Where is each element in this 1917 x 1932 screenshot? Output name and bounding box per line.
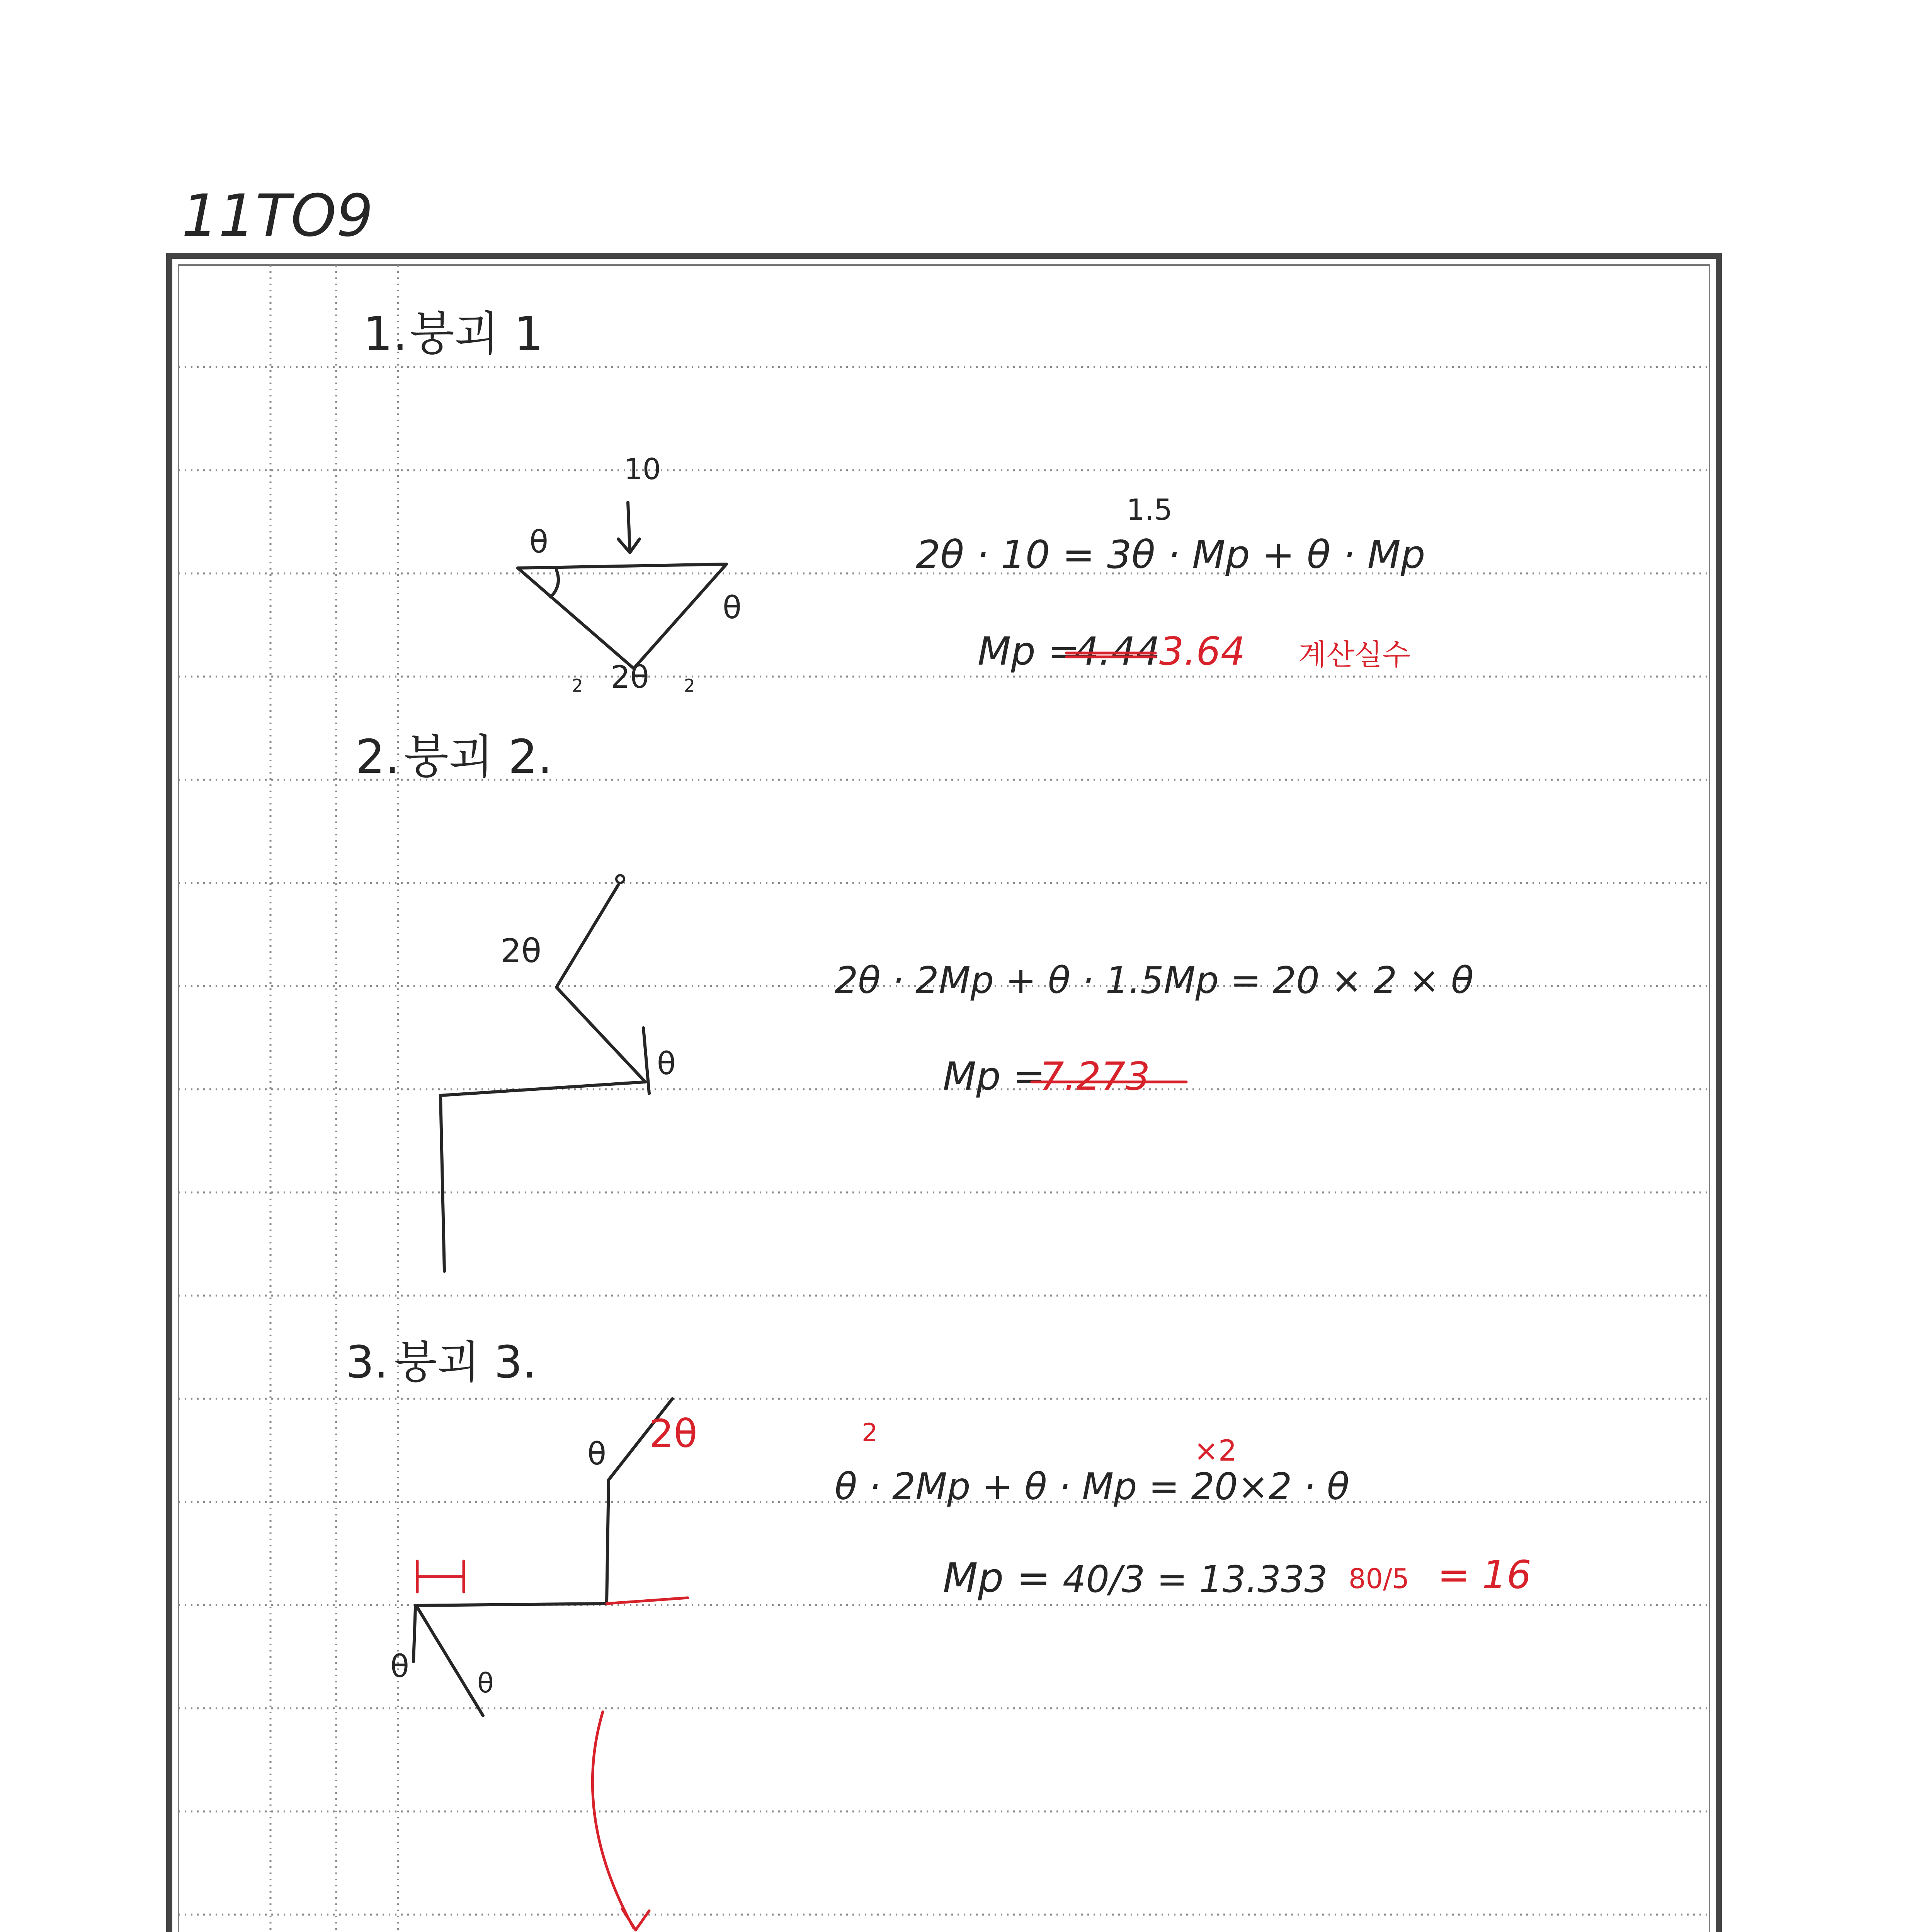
- work-equation: 2θ · 2Mp + θ · 1.5Mp = 20 × 2 × θ: [835, 959, 1474, 1002]
- page-label: 11TO9: [182, 182, 373, 250]
- angle-label: θ: [529, 524, 548, 560]
- corrected-result: 3.64: [1159, 629, 1245, 674]
- coefficient-label: 1.5: [1126, 493, 1173, 527]
- problem-number: 1.: [363, 307, 408, 361]
- problem-title: 붕괴 1: [410, 307, 544, 361]
- ruled-lines: [179, 367, 1709, 1932]
- result-value: 7.273: [1039, 1054, 1150, 1099]
- angle-label: θ: [587, 1436, 606, 1472]
- result-value: 40/3 = 13.333: [1063, 1558, 1328, 1601]
- frame-sketch: [413, 1399, 672, 1716]
- angle-label: θ: [477, 1667, 494, 1699]
- result-label: Mp =: [943, 1054, 1046, 1099]
- work-equation: 2θ · 10 = 3θ · Mp + θ · Mp: [916, 532, 1425, 577]
- problem-number: 3.: [346, 1337, 388, 1388]
- angle-label: 2θ: [649, 1411, 697, 1456]
- struck-result: 4.44: [1074, 629, 1160, 674]
- superscript: 2: [862, 1418, 878, 1447]
- problem-title: 붕괴 3.: [394, 1337, 537, 1388]
- red-markings: [417, 1561, 688, 1604]
- red-arrow: [592, 1712, 649, 1930]
- red-fraction: 80/5: [1349, 1563, 1410, 1595]
- dimension-label: 2: [572, 675, 583, 696]
- result-label: Mp =: [978, 629, 1080, 674]
- angle-label: 2θ: [611, 659, 649, 695]
- angle-label: 2θ: [500, 932, 542, 970]
- mechanism-sketch: [518, 502, 726, 668]
- angle-label: θ: [657, 1046, 676, 1082]
- result-label: Mp =: [943, 1554, 1051, 1602]
- load-label: 10: [624, 452, 661, 486]
- problem-number: 2.: [356, 730, 400, 784]
- angle-label: θ: [390, 1648, 409, 1684]
- angle-label: θ: [723, 590, 742, 626]
- problem-title: 붕괴 2.: [404, 730, 553, 784]
- problem-2: [356, 730, 1473, 1271]
- red-result: = 16: [1437, 1552, 1531, 1597]
- dimension-label: 2: [684, 675, 695, 696]
- problem-3: [346, 1337, 1531, 1932]
- load-arrow: [628, 502, 630, 551]
- multiplier: ×2: [1194, 1434, 1237, 1468]
- frame-sketch: [441, 875, 649, 1271]
- margin-lines: [270, 265, 398, 1932]
- work-equation: θ · 2Mp + θ · Mp = 20×2 · θ: [835, 1466, 1350, 1508]
- correction-note: 계산실수: [1298, 638, 1410, 672]
- problem-1: [363, 307, 1425, 696]
